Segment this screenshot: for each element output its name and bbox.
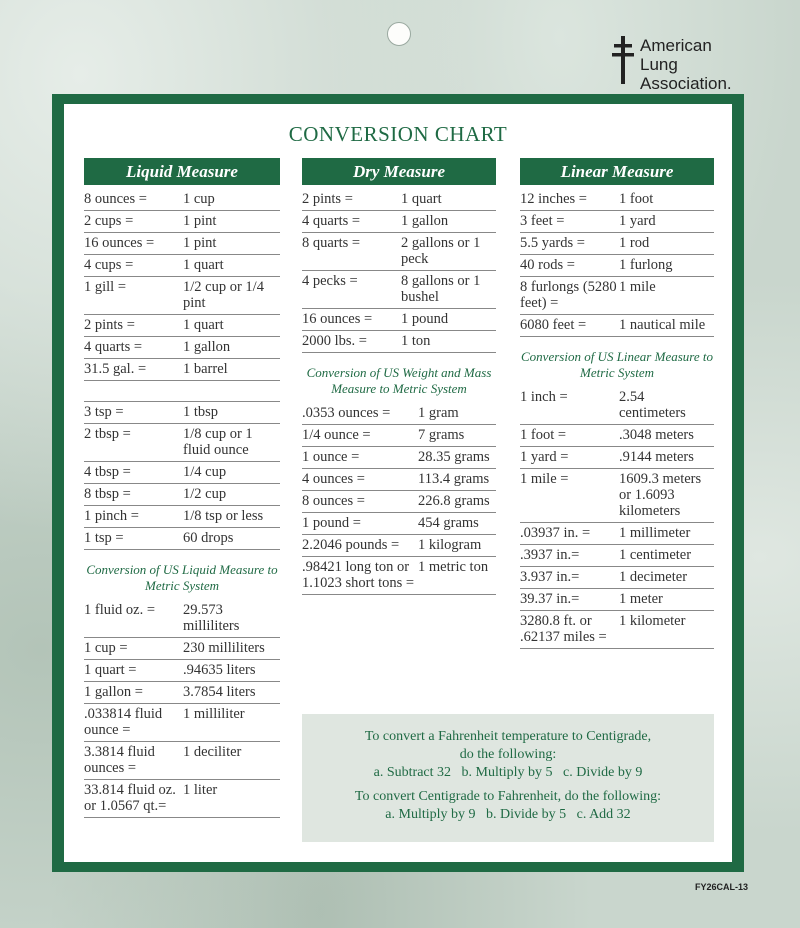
table-row [520,447,714,469]
table-row [302,469,496,491]
table-row [302,425,496,447]
table-row [84,402,280,424]
row-equivalent: 454 grams [418,515,479,531]
row-unit: 6080 feet = [520,317,587,333]
chart-card [52,94,744,872]
row-unit: 2 cups = [84,213,134,229]
row-equivalent: 1 liter [183,782,218,798]
weight-metric-title: Conversion of US Weight and Mass Measure to Metric System [306,365,492,396]
temperature-box [302,714,714,842]
table-row [520,589,714,611]
table-row [84,277,280,315]
row-equivalent: 1 foot [619,191,654,207]
row-unit: 2 pints = [84,317,135,333]
liquid-metric-title: Conversion of US Liquid Measure to Metric System [86,562,278,593]
row-unit: 16 ounces = [84,235,155,251]
row-unit: 8 ounces = [84,191,147,207]
linear-column [520,158,714,649]
table-row [520,523,714,545]
row-unit: 1 foot = [520,427,567,443]
row-equivalent: 1 deciliter [183,744,242,760]
row-unit: 2 pints = [302,191,353,207]
row-equivalent: 1 furlong [619,257,673,273]
hang-hole [387,22,411,46]
table-row [520,387,714,425]
row-equivalent: 1 gram [418,405,459,421]
logo-line-3: Association. [640,74,732,93]
table-row [302,535,496,557]
row-unit: .0353 ounces = [302,405,391,421]
row-unit: 1 gallon = [84,684,143,700]
row-unit: 3 tsp = [84,404,124,420]
row-equivalent: 2.54 centimeters [619,389,686,421]
table-row [84,660,280,682]
row-unit: 4 quarts = [302,213,361,229]
row-equivalent: 1 decimeter [619,569,688,585]
row-unit: 1 cup = [84,640,128,656]
row-unit: 1 ounce = [302,449,360,465]
row-equivalent: 1 tbsp [183,404,219,420]
row-equivalent: 1 quart [401,191,442,207]
row-unit: .98421 long ton or 1.1023 short tons = [302,559,415,591]
table-row [302,447,496,469]
row-unit: 3.3814 fluid ounces = [84,744,155,776]
row-equivalent: 1/2 cup or 1/4 pint [183,279,264,311]
row-unit: .3937 in.= [520,547,580,563]
row-equivalent: 1/8 tsp or less [183,508,264,524]
row-equivalent: 1 mile [619,279,656,295]
liquid-spacer [84,381,280,402]
row-unit: 12 inches = [520,191,587,207]
row-unit: 1 quart = [84,662,137,678]
dry-header: Dry Measure [302,158,496,185]
row-equivalent: 28.35 grams [418,449,490,465]
row-unit: 1 fluid oz. = [84,602,155,618]
row-equivalent: 1 quart [183,317,224,333]
dry-column [302,158,496,595]
temp-line-3: a. Subtract 32 b. Multiply by 5 c. Divide by 9 [373,765,643,780]
row-unit: 2000 lbs. = [302,333,367,349]
row-unit: 1 inch = [520,389,568,405]
row-unit: 8 furlongs (5280 feet) = [520,279,617,311]
row-equivalent: 1 centimeter [619,547,692,563]
table-row [302,403,496,425]
row-unit: 40 rods = [520,257,575,273]
row-equivalent: 1 quart [183,257,224,273]
row-equivalent: 1 rod [619,235,650,251]
table-row [520,255,714,277]
row-unit: 5.5 yards = [520,235,585,251]
row-equivalent: 1 cup [183,191,215,207]
row-unit: 2 tbsp = [84,426,131,442]
table-row [84,528,280,550]
logo-line-2: Lung [640,55,678,74]
row-unit: 1 yard = [520,449,569,465]
row-unit: 1/4 ounce = [302,427,371,443]
table-row [84,359,280,381]
table-row [520,233,714,255]
row-equivalent: 1 pint [183,213,217,229]
row-unit: 3 feet = [520,213,565,229]
table-row [84,742,280,780]
table-row [84,189,280,211]
table-row [84,337,280,359]
chart-inner [64,104,732,862]
row-equivalent: 1 gallon [183,339,231,355]
row-unit: 1 pinch = [84,508,139,524]
row-unit: 3.937 in.= [520,569,580,585]
table-row [302,211,496,233]
linear-metric-title: Conversion of US Linear Measure to Metric System [521,349,713,380]
table-row [84,233,280,255]
temp-line-2: do the following: [459,747,557,762]
table-row [84,462,280,484]
row-unit: 4 tbsp = [84,464,131,480]
row-unit: .03937 in. = [520,525,591,541]
row-unit: 4 cups = [84,257,134,273]
table-row [520,469,714,523]
table-row [84,638,280,660]
row-equivalent: 1609.3 meters or 1.6093 kilometers [619,471,702,519]
row-equivalent: 1 kilometer [619,613,686,629]
table-row [302,233,496,271]
table-row [520,189,714,211]
row-unit: 8 tbsp = [84,486,131,502]
table-row [84,255,280,277]
table-row [302,557,496,595]
temp-line-1: To convert a Fahrenheit temperature to Centigrade, [364,729,652,744]
liquid-header: Liquid Measure [84,158,280,185]
table-row [84,484,280,506]
row-equivalent: 230 milliliters [183,640,265,656]
row-equivalent: 1 meter [619,591,663,607]
row-unit: 8 quarts = [302,235,361,251]
row-equivalent: 8 gallons or 1 bushel [401,273,481,305]
row-unit: 4 ounces = [302,471,365,487]
row-equivalent: 113.4 grams [418,471,490,487]
table-row [84,682,280,704]
table-row [302,271,496,309]
logo-line-1: American [640,36,712,55]
row-equivalent: 60 drops [183,530,234,546]
row-equivalent: 1/8 cup or 1 fluid ounce [183,426,253,458]
table-row [520,211,714,233]
row-unit: 1 gill = [84,279,127,295]
row-equivalent: 1 gallon [401,213,449,229]
row-equivalent: 1 barrel [183,361,228,377]
table-row [520,545,714,567]
table-row [84,600,280,638]
row-unit: 3280.8 ft. or .62137 miles = [520,613,607,645]
row-equivalent: .94635 liters [183,662,256,678]
row-equivalent: 1/2 cup [183,486,227,502]
row-unit: 4 pecks = [302,273,358,289]
table-row [520,425,714,447]
row-equivalent: 2 gallons or 1 peck [401,235,481,267]
linear-header: Linear Measure [520,158,714,185]
row-unit: 1 mile = [520,471,569,487]
table-row [84,506,280,528]
row-unit: 16 ounces = [302,311,373,327]
row-unit: 2.2046 pounds = [302,537,400,553]
double-cross-icon [612,36,634,84]
row-equivalent: 1 metric ton [418,559,489,575]
row-equivalent: 7 grams [418,427,465,443]
row-unit: 33.814 fluid oz. or 1.0567 qt.= [84,782,176,814]
page-title: CONVERSION CHART [288,122,508,146]
row-equivalent: 1 milliliter [183,706,245,722]
row-unit: 1 tsp = [84,530,124,546]
table-row [520,277,714,315]
table-row [302,331,496,353]
temp-line-5: a. Multiply by 9 b. Divide by 5 c. Add 32 [385,807,631,822]
row-equivalent: .9144 meters [619,449,694,465]
row-unit: 39.37 in.= [520,591,580,607]
row-equivalent: 1 kilogram [418,537,482,553]
table-row [302,491,496,513]
table-row [520,315,714,337]
table-row [84,211,280,233]
row-equivalent: 1 pint [183,235,217,251]
row-unit: 4 quarts = [84,339,143,355]
row-equivalent: 226.8 grams [418,493,490,509]
row-equivalent: 1 pound [401,311,449,327]
table-row [302,309,496,331]
table-row [302,513,496,535]
row-equivalent: 1/4 cup [183,464,227,480]
row-equivalent: 29.573 milliliters [183,602,240,634]
row-unit: 8 ounces = [302,493,365,509]
ala-logo [612,36,732,93]
liquid-column [84,158,280,818]
row-unit: 31.5 gal. = [84,361,147,377]
row-equivalent: 1 ton [401,333,431,349]
table-row [520,611,714,649]
row-equivalent: 1 nautical mile [619,317,706,333]
row-unit: .033814 fluid ounce = [84,706,163,738]
row-equivalent: 1 millimeter [619,525,691,541]
table-row [302,189,496,211]
print-code: FY26CAL-13 [694,882,748,892]
table-row [520,567,714,589]
table-row [84,315,280,337]
row-equivalent: 1 yard [619,213,656,229]
table-row [84,780,280,818]
row-equivalent: 3.7854 liters [183,684,256,700]
row-unit: 1 pound = [302,515,361,531]
table-row [84,424,280,462]
temp-line-4: To convert Centigrade to Fahrenheit, do the following: [354,789,662,804]
row-equivalent: .3048 meters [619,427,694,443]
table-row [84,704,280,742]
